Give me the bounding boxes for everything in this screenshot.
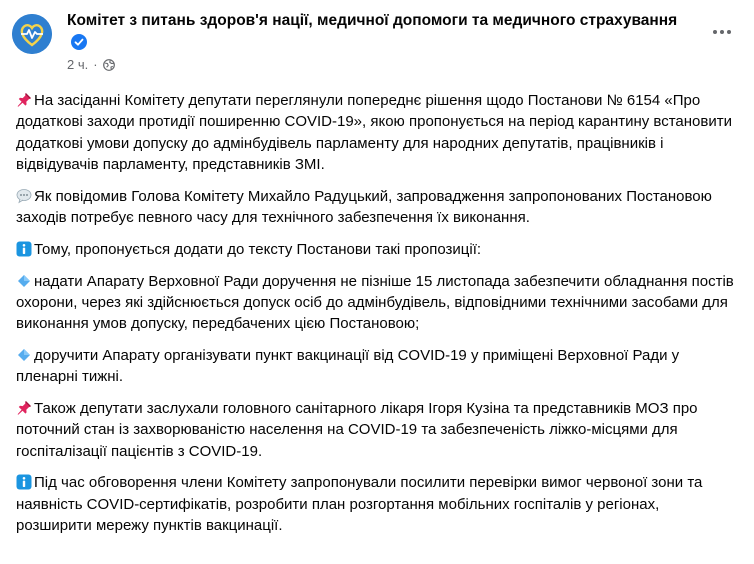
paragraph-text: На засіданні Комітету депутати переглянули попереднє рішення щодо Постанови № 6154 «Про додаткові заходи протидії поширенню COVID-19», якою пропонується на період карантину встановити додаткові умови допуску до адмінбудівель парламенту для народних депутатів, працівників і відвідувачів парламенту, представників ЗМІ. xyxy=(16,92,732,173)
page-avatar[interactable] xyxy=(12,14,52,54)
paragraph-text: надати Апарату Верховної Ради доручення не пізніше 15 листопада забезпечити обладнання постів охорони, через які здійснюється допуск осіб до адмінбудівель, відповідними технічними засобами для виконання умов допуску, передбачених цією Постановою; xyxy=(16,272,734,333)
post-paragraph-6 xyxy=(16,398,738,462)
paragraph-text: доручити Апарату організувати пункт вакцинації від COVID-19 у приміщені Верховної Ради у пленарні тижні. xyxy=(16,346,680,386)
pushpin-emoji-icon xyxy=(16,92,32,108)
post-paragraph-3 xyxy=(16,239,738,260)
post-meta xyxy=(67,57,682,73)
more-dot xyxy=(713,30,717,34)
verified-badge-icon xyxy=(71,34,87,50)
paragraph-text: Тому, пропонується додати до тексту Постанови такі пропозиції: xyxy=(34,240,482,258)
more-dot xyxy=(727,30,731,34)
paragraph-text: Також депутати заслухали головного санітарного лікаря Ігоря Кузіна та представників МОЗ про поточний стан із захворюваністю населення на COVID-19 та забезпеченість ліжко-місцями для госпіталізації пацієнтів з COVID-19. xyxy=(16,400,698,460)
post-paragraph-2 xyxy=(16,186,738,229)
post-body xyxy=(16,90,738,547)
information-emoji-icon xyxy=(16,474,32,490)
paragraph-text: Під час обговорення члени Комітету запропонували посилити перевірки вимог червоної зони та наявність COVID-сертифікатів, розробити план розгортання мобільних госпіталів у регіонах, розширити мережу пунктів вакцинації. xyxy=(16,474,703,535)
post-paragraph-5 xyxy=(16,345,738,388)
heart-pulse-logo-icon xyxy=(12,14,52,54)
page-name[interactable]: Комітет з питань здоров'я нації, медичної допомоги та медичного страхування xyxy=(67,12,678,29)
meta-separator: · xyxy=(93,57,98,72)
post-paragraph-4 xyxy=(16,271,738,335)
more-options-button[interactable] xyxy=(708,22,736,42)
more-dot xyxy=(720,30,724,34)
post-paragraph-7 xyxy=(16,472,738,536)
post-header-text xyxy=(67,10,682,73)
pushpin-emoji-icon xyxy=(16,400,32,416)
globe-icon[interactable] xyxy=(103,59,115,71)
post-header xyxy=(12,10,742,82)
post-timestamp[interactable]: 2 ч. xyxy=(67,57,89,72)
page-name-link[interactable] xyxy=(67,10,682,54)
blue-diamond-emoji-icon xyxy=(16,273,32,289)
post-paragraph-1 xyxy=(16,90,738,175)
paragraph-text: Як повідомив Голова Комітету Михайло Радуцький, запровадження запропонованих Постановою заходів потребує певного часу для технічного забезпечення їх виконання. xyxy=(16,187,712,226)
speech-balloon-emoji-icon xyxy=(16,188,32,204)
blue-diamond-emoji-icon xyxy=(16,347,32,363)
information-emoji-icon xyxy=(16,241,32,257)
